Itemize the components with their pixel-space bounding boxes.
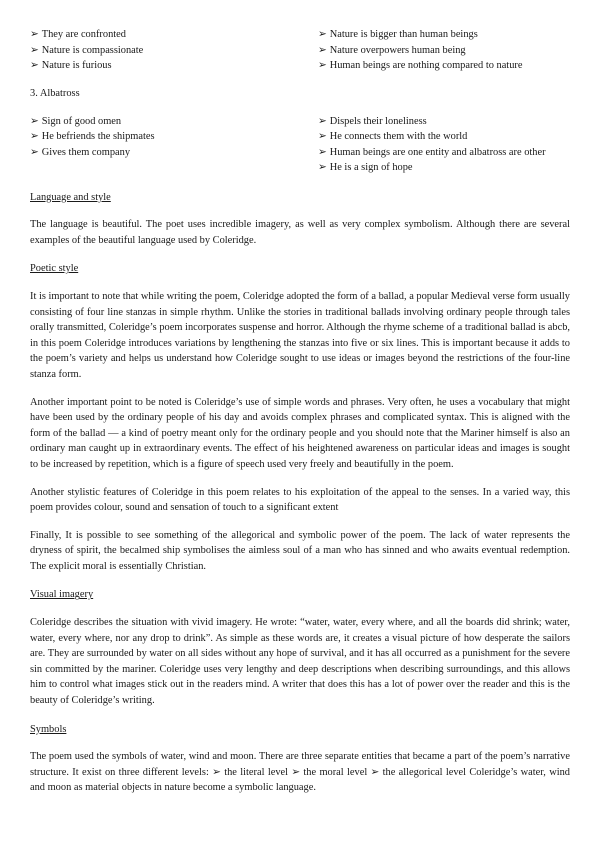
poetic-style-paragraph: Finally, It is possible to see something of the allegorical and symbolic power of the poem. The lack of water represents the dryness of spirit, the becalmed ship symbolises the aimless soul of a man who has sinned and who awaits eventual redemption. The explicit moral is essentially Christian. (30, 529, 570, 572)
bullet-item: ➢ Human beings are nothing compared to nature (318, 60, 523, 72)
nature-bullets-right (318, 27, 570, 74)
bullet-item: ➢ Human beings are one entity and albatross are other (318, 146, 546, 158)
bullet-item: ➢ Sign of good omen (30, 115, 122, 127)
arrow-bullet-icon: ➢ (30, 115, 39, 127)
poetic-style-paragraph: Another stylistic features of Coleridge in this poem relates to his exploitation of the appeal to the senses. In a varied way, this poem provides colour, sound and sensation of touch to a significant extent (30, 486, 570, 514)
language-style-paragraph: The language is beautiful. The poet uses incredible imagery, as well as very complex symbolism. Although there are several examples of the beautiful language used by Coleridge. (30, 219, 570, 246)
bullet-item: ➢ Gives them company (30, 146, 131, 158)
arrow-bullet-icon: ➢ (30, 44, 39, 56)
poetic-style-heading: Poetic style (30, 263, 79, 275)
arrow-bullet-icon: ➢ (318, 131, 327, 143)
albatross-bullets-left (30, 114, 318, 176)
poetic-style-paragraph: Another important point to be noted is Coleridge’s use of simple words and phrases. Very often, he uses a vocabulary that might have been used by the ordinary people of his day and avoids complex phrases and complicated syntax. This is aligned with the form of the ballad — a kind of poetry meant only for the ordinary people and you should note that the Mariner himself is also an ordinary man caught up in extraordinary events. The effect of his heightened awareness on particular ideas and images is sought to be increased by repetition, which is a figure of speech used very freely and beautifully in the poem. (30, 396, 570, 470)
albatross-bullets (30, 114, 570, 176)
visual-imagery-heading: Visual imagery (30, 589, 94, 601)
arrow-bullet-icon: ➢ (318, 115, 327, 127)
bullet-item: ➢ Nature is bigger than human beings (318, 29, 478, 40)
arrow-bullet-icon: ➢ (30, 60, 39, 72)
bullet-item: ➢ Nature is furious (30, 60, 112, 72)
symbols-heading: Symbols (30, 723, 67, 735)
document-page (30, 27, 570, 796)
symbols-paragraph: The poem used the symbols of water, wind and moon. There are three separate entities that became a part of the poem’s narrative structure. It exist on three different levels: ➢ the literal level ➢ the moral level ➢ the allegorical level Coleridge’s water, wind and moon as material objects in nature become a symbolic language. (30, 751, 570, 794)
arrow-bullet-icon: ➢ (318, 162, 327, 174)
bullet-item: ➢ Nature overpowers human being (318, 44, 466, 56)
bullet-item: ➢ Nature is compassionate (30, 44, 144, 56)
bullet-item: ➢ Dispels their loneliness (318, 115, 427, 127)
arrow-bullet-icon: ➢ (318, 29, 327, 40)
bullet-item: ➢ He connects them with the world (318, 131, 468, 143)
poetic-style-paragraph: It is important to note that while writing the poem, Coleridge adopted the form of a ballad, a popular Medieval verse form usually consisting of four line stanzas in simple rhythm. Unlike the stories in traditional ballads involving ordinary people through tales orally transmitted, Coleridge’s poem incorporates suspense and horror. Although the rhyme scheme of a traditional ballad is abcb, in this poem Coleridge introduces variations by lengthening the stanzas into five or six lines. This is important because it adds to the poem’s variety and helps us understand how Coleridge sought to use ideas or images beyond the restrictions of the four-line stanza form. (30, 290, 570, 380)
arrow-bullet-icon: ➢ (30, 146, 39, 158)
bullet-item: ➢ He is a sign of hope (318, 162, 413, 174)
language-style-heading: Language and style (30, 191, 111, 203)
visual-imagery-paragraph: Coleridge describes the situation with vivid imagery. He wrote: “water, water, every where, and all the boards did shrink; water, water, every where, nor any drop to drink”. As simple as these words are, it creates a visual picture of how desperate the sailors are. They are surrounded by water on all sides without any hope of survival, and it has all occurred as a punishment for the severe sin committed by the mariner. Coleridge uses very lengthy and deep descriptions when describing surroundings, and this allows him to control what images stick out in the readers mind. A writer that does this has a lot of power over the reader and this is the beauty of Coleridge’s writing. (30, 617, 570, 707)
bullet-item: ➢ He befriends the shipmates (30, 131, 155, 143)
arrow-bullet-icon: ➢ (30, 131, 39, 143)
nature-bullets (30, 27, 570, 74)
albatross-heading: 3. Albatross (30, 88, 80, 99)
nature-bullets-left (30, 27, 318, 74)
arrow-bullet-icon: ➢ (318, 146, 327, 158)
arrow-bullet-icon: ➢ (30, 29, 39, 40)
bullet-item: ➢ They are confronted (30, 29, 126, 40)
arrow-bullet-icon: ➢ (318, 44, 327, 56)
albatross-bullets-right (318, 114, 570, 176)
arrow-bullet-icon: ➢ (318, 60, 327, 72)
